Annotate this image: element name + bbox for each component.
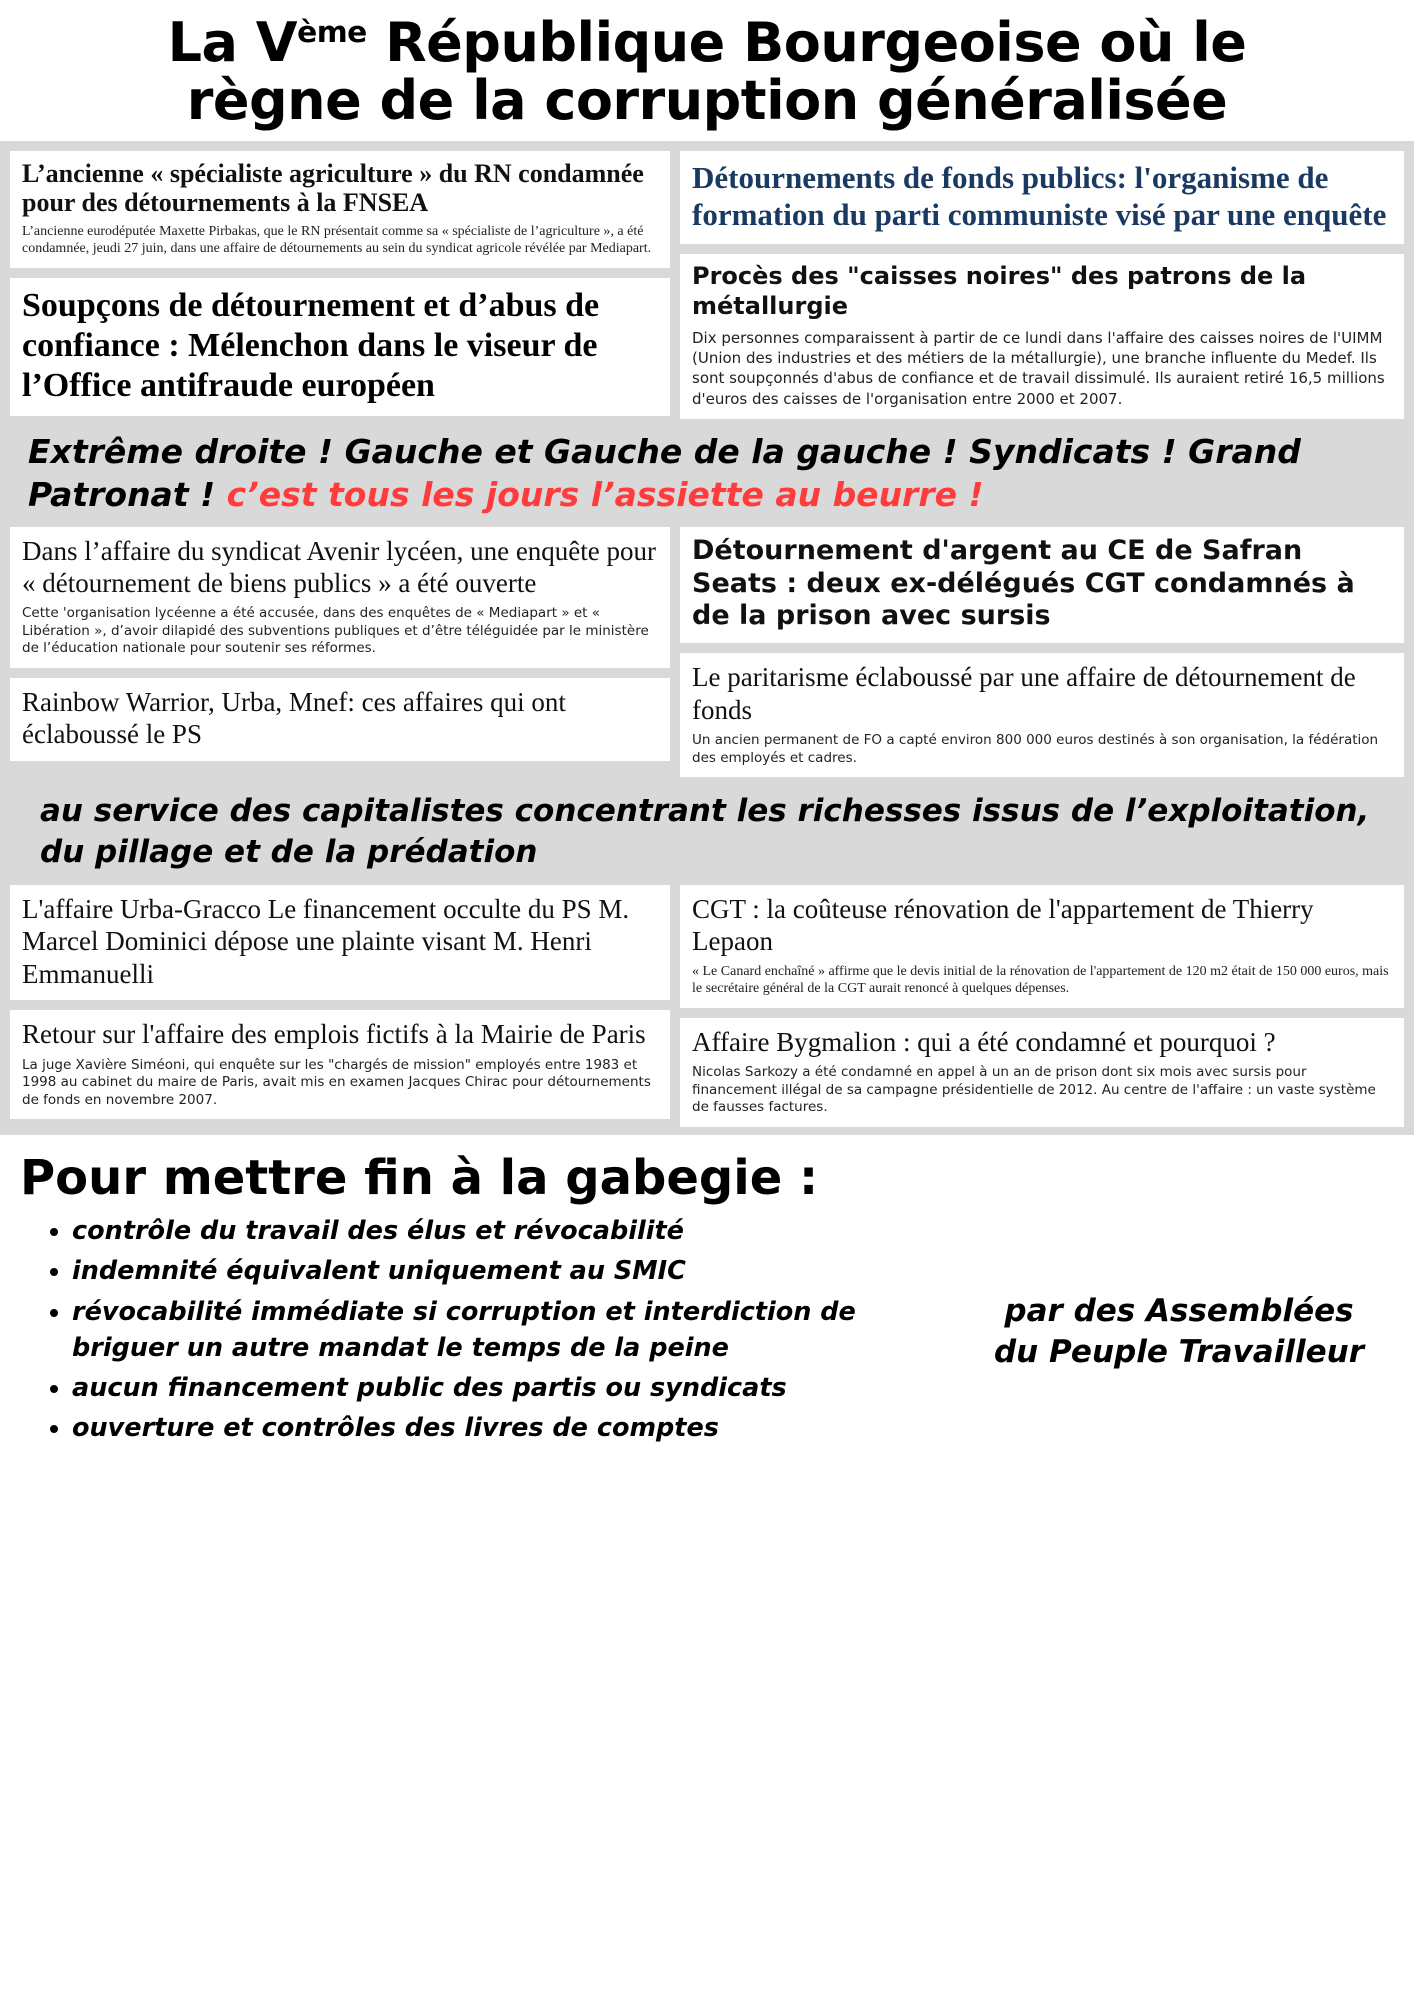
clipping-body: La juge Xavière Siméoni, qui enquête sur les "chargés de mission" employés entre 1983 et 1998 au cabinet du maire de Paris, avait mis en examen Jacques Chirac pour détournements de fonds en novembre 2007. <box>22 1056 651 1108</box>
news-clipping <box>680 254 1404 419</box>
list-item: • révocabilité immédiate si corruption et interdiction de briguer un autre mandat le temps de la peine <box>72 1294 954 1366</box>
clipping-body: Un ancien permanent de FO a capté environ 800 000 euros destinés à son organisation, la fédération des employés et cadres. <box>692 732 1379 766</box>
aside-line-1: par des Assemblées <box>1004 1293 1354 1330</box>
slogan-primary-black: Extrême droite ! Gauche et Gauche de la gauche ! Syndicats ! Grand Patronat ! <box>28 431 1301 514</box>
list-item: • indemnité équivalent uniquement au SMIC <box>72 1253 954 1289</box>
clippings-row-bottom <box>10 885 1404 1127</box>
clippings-band <box>0 141 1414 1135</box>
news-clipping <box>10 678 670 761</box>
clipping-headline: L'affaire Urba-Gracco Le financement occulte du PS M. Marcel Dominici dépose une plainte visant M. Henri Emmanuelli <box>22 894 630 989</box>
clipping-headline: Détournements de fonds publics: l'organisme de formation du parti communiste visé par une enquête <box>692 159 1387 233</box>
clipping-body: « Le Canard enchaîné » affirme que le devis initial de la rénovation de l'appartement de 120 m2 était de 150 000 euros, mais le secrétaire général de la CGT aurait renoncé à quelques dépenses. <box>692 963 1389 997</box>
clippings-col-mid-left <box>10 527 670 761</box>
clipping-body: L’ancienne eurodéputée Maxette Pirbakas, que le RN présentait comme sa « spécialiste de l’agriculture », a été condamnée, jeudi 27 juin, dans une affaire de détournements au sein du syndicat agricole révélée par Mediapart. <box>22 223 652 257</box>
clipping-headline: CGT : la coûteuse rénovation de l'appartement de Thierry Lepaon <box>692 894 1314 957</box>
clipping-headline: Soupçons de détournement et d’abus de confiance : Mélenchon dans le viseur de l’Office antifraude européen <box>22 286 600 405</box>
title-line-2: règne de la corruption généralisée <box>186 69 1228 133</box>
title-ordinal-suffix: ème <box>297 15 367 50</box>
clipping-headline: Affaire Bygmalion : qui a été condamné et pourquoi ? <box>692 1026 1276 1057</box>
clipping-body: Dix personnes comparaissent à partir de ce lundi dans l'affaire des caisses noires de l'UIMM (Union des industries et des métiers de la métallurgie), une branche influente du Medef. Ils sont soupçonnés d'abus de confiance et de travail dissimulé. Ils auraient retiré 16,5 millions d'euros des caisses de l'organisation entre 2000 et 2007. <box>692 328 1385 408</box>
news-clipping <box>680 1018 1404 1127</box>
clipping-headline: Rainbow Warrior, Urba, Mnef: ces affaires qui ont éclaboussé le PS <box>22 686 566 750</box>
clipping-headline: Détournement d'argent au CE de Safran Seats : deux ex-délégués CGT condamnés à de la prison avec sursis <box>692 534 1355 632</box>
news-clipping <box>680 151 1404 245</box>
news-clipping <box>10 1010 670 1119</box>
conclusion-heading: Pour mettre fin à la gabegie : <box>20 1149 819 1206</box>
slogan-secondary: au service des capitalistes concentrant les richesses issus de l’exploitation, du pillage et de la prédation <box>40 793 1370 871</box>
clipping-headline: Procès des "caisses noires" des patrons de la métallurgie <box>692 262 1307 320</box>
conclusion-aside <box>964 1213 1394 1372</box>
news-clipping <box>680 653 1404 777</box>
news-clipping <box>10 885 670 1000</box>
clippings-col-mid-right <box>680 527 1404 778</box>
clipping-headline: Dans l’affaire du syndicat Avenir lycéen, une enquête pour « détournement de biens publics » a été ouverte <box>22 535 657 598</box>
news-clipping <box>680 527 1404 644</box>
clipping-body: Cette 'organisation lycéenne a été accusée, dans des enquêtes de « Mediapart » et « Libération », d’avoir dilapidé des subventions publiques et d’être téléguidée par le ministère de l’éducation nationale pour soutenir ses réformes. <box>22 605 649 657</box>
clippings-col-bottom-left <box>10 885 670 1119</box>
news-clipping <box>10 527 670 668</box>
slogan-primary-red: c’est tous les jours l’assiette au beurre ! <box>226 474 984 514</box>
clippings-row-mid <box>10 527 1404 778</box>
clipping-headline: Le paritarisme éclaboussé par une affaire de détournement de fonds <box>692 662 1356 725</box>
news-clipping <box>10 151 670 268</box>
clipping-body: Nicolas Sarkozy a été condamné en appel à un an de prison dont six mois avec sursis pour financement illégal de sa campagne présidentielle de 2012. Au centre de l'affaire : un vaste système de fausses factures. <box>692 1064 1376 1116</box>
clipping-headline: L’ancienne « spécialiste agriculture » du RN condamnée pour des détournements à la FNSEA <box>22 158 644 218</box>
news-clipping <box>10 278 670 416</box>
clippings-col-top-left <box>10 151 670 417</box>
list-item: • ouverture et contrôles des livres de comptes <box>72 1410 954 1446</box>
slogan-primary <box>10 419 1404 527</box>
news-clipping <box>680 885 1404 1008</box>
title-line-1: La Vème République Bourgeoise où le <box>167 11 1247 74</box>
conclusion-row <box>20 1213 1394 1450</box>
clipping-headline: Retour sur l'affaire des emplois fictifs à la Mairie de Paris <box>22 1019 646 1050</box>
clippings-col-bottom-right <box>680 885 1404 1127</box>
clippings-row-top <box>10 151 1404 419</box>
demands-list <box>20 1213 954 1450</box>
aside-line-2: du Peuple Travailleur <box>993 1333 1364 1370</box>
page-title <box>0 0 1414 141</box>
list-item: • contrôle du travail des élus et révocabilité <box>72 1213 954 1249</box>
conclusion-section <box>0 1135 1414 1475</box>
list-item: • aucun financement public des partis ou syndicats <box>72 1370 954 1406</box>
clippings-col-top-right <box>680 151 1404 419</box>
